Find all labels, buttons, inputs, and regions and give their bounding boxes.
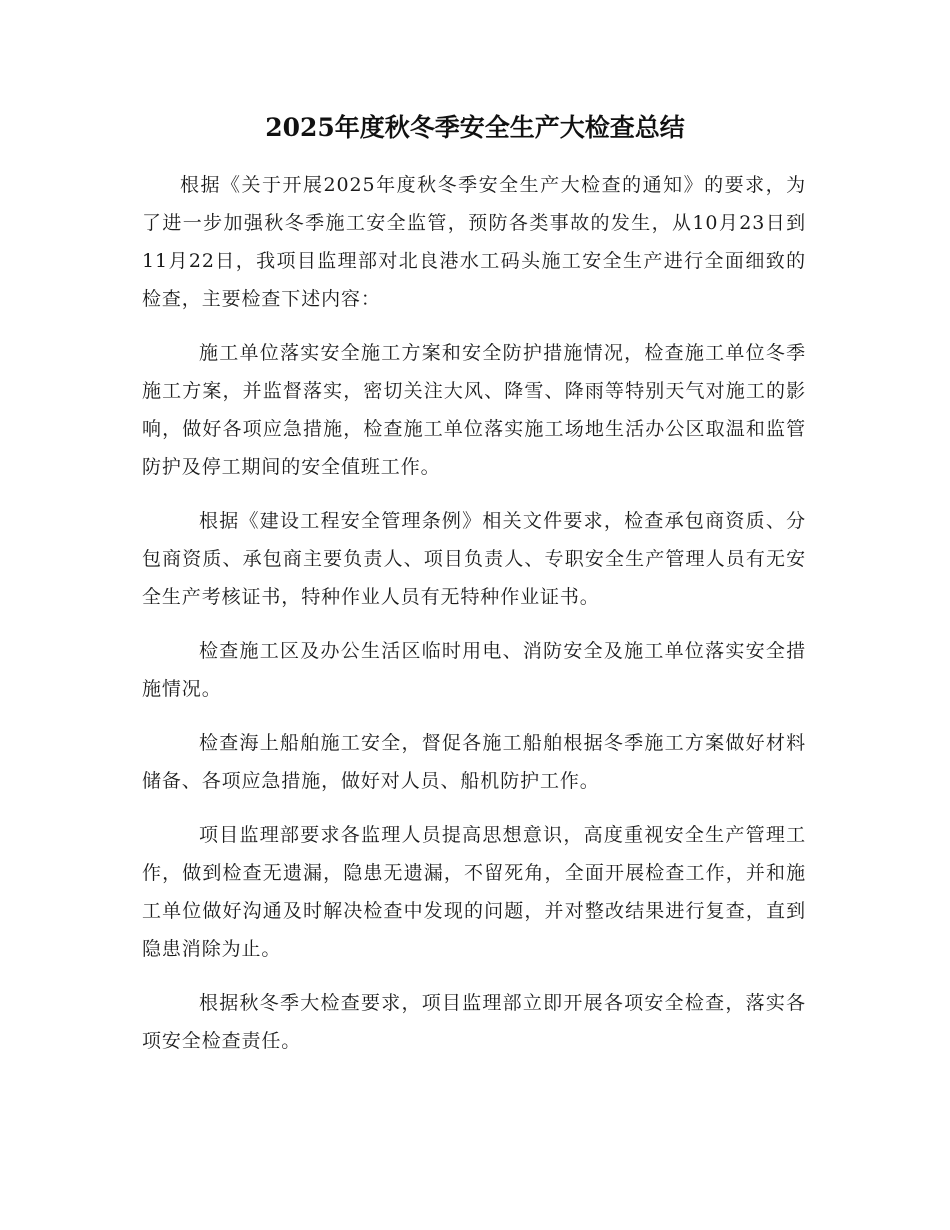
paragraph-item-4: 检查海上船舶施工安全，督促各施工船舶根据冬季施工方案做好材料储备、各项应急措施，做好对人员、船机防护工作。 bbox=[142, 732, 806, 792]
paragraph-intro: 根据《关于开展2025年度秋冬季安全生产大检查的通知》的要求，为了进一步加强秋冬季施工安全监管，预防各类事故的发生，从10月23日到11月22日，我项目监理部对北良港水工码头施工安全生产进行全面细致的检查，主要检查下述内容： bbox=[142, 174, 806, 310]
paragraph-item-1: 施工单位落实安全施工方案和安全防护措施情况，检查施工单位冬季施工方案，并监督落实，密切关注大风、降雪、降雨等特别天气对施工的影响，做好各项应急措施，检查施工单位落实施工场地生活办公区取温和监管防护及停工期间的安全值班工作。 bbox=[142, 342, 806, 478]
paragraph-conclusion: 根据秋冬季大检查要求，项目监理部立即开展各项安全检查，落实各项安全检查责任。 bbox=[142, 992, 806, 1052]
paragraph-item-3: 检查施工区及办公生活区临时用电、消防安全及施工单位落实安全措施情况。 bbox=[142, 640, 806, 700]
document-title: 2025年度秋冬季安全生产大检查总结 bbox=[265, 113, 685, 142]
paragraph-item-2: 根据《建设工程安全管理条例》相关文件要求，检查承包商资质、分包商资质、承包商主要负责人、项目负责人、专职安全生产管理人员有无安全生产考核证书，特种作业人员有无特种作业证书。 bbox=[142, 510, 806, 608]
paragraph-item-5: 项目监理部要求各监理人员提高思想意识，高度重视安全生产管理工作，做到检查无遗漏，隐患无遗漏，不留死角，全面开展检查工作，并和施工单位做好沟通及时解决检查中发现的问题，并对整改结果进行复查，直到隐患消除为止。 bbox=[142, 824, 806, 960]
document-body bbox=[142, 166, 806, 1076]
